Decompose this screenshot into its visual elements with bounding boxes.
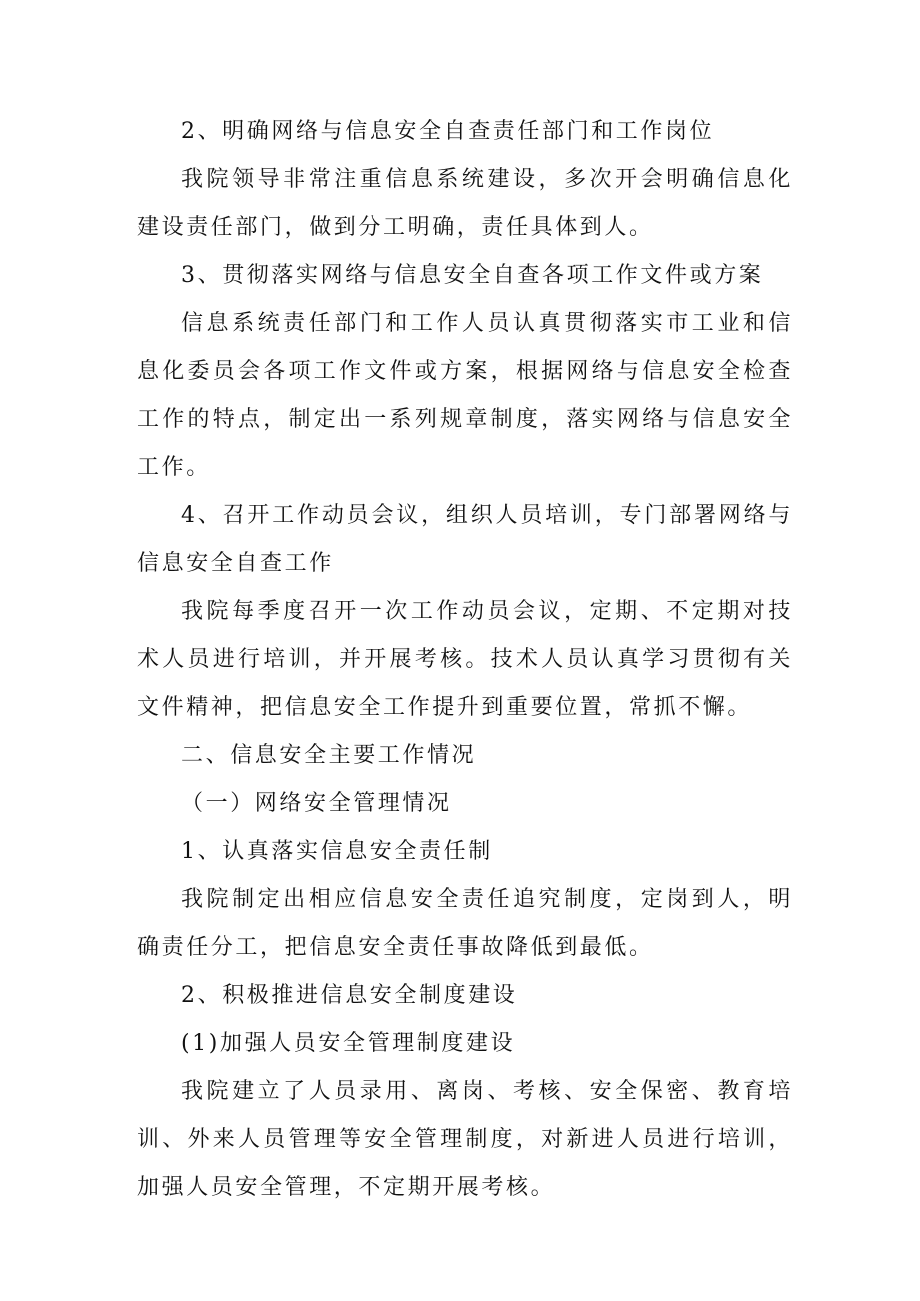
heading-implement-documents: 3、贯彻落实网络与信息安全自查各项工作文件或方案 [181,263,764,288]
subsection-heading-network-management: （一）网络安全管理情况 [181,791,452,816]
heading-responsibility-system: 1、认真落实信息安全责任制 [181,839,493,864]
heading-system-construction: 2、积极推进信息安全制度建设 [181,983,518,1008]
paragraph-personnel-rules: 我院建立了人员录用、离岗、考核、安全保密、教育培训、外来人员管理等安全管理制度，对新进人员进行培训，加强人员安全管理，不定期开展考核。 [137,1079,793,1200]
paragraph-implementation: 信息系统责任部门和工作人员认真贯彻落实市工业和信息化委员会各项工作文件或方案，根据网络与信息安全检查工作的特点，制定出一系列规章制度，落实网络与信息安全工作。 [137,311,793,480]
paragraph-quarterly-meeting: 我院每季度召开一次工作动员会议，定期、不定期对技术人员进行培训，并开展考核。技术人员认真学习贯彻有关文件精神，把信息安全工作提升到重要位置，常抓不懈。 [137,599,793,720]
paragraph-leadership: 我院领导非常注重信息系统建设，多次开会明确信息化建设责任部门，做到分工明确，责任具体到人。 [137,167,793,240]
heading-personnel-management: (1)加强人员安全管理制度建设 [181,1031,516,1056]
heading-responsibility-departments: 2、明确网络与信息安全自查责任部门和工作岗位 [181,119,715,144]
document-body [137,108,793,1212]
heading-mobilization-meeting: 4、召开工作动员会议，组织人员培训，专门部署网络与信息安全自查工作 [137,503,793,576]
paragraph-accountability: 我院制定出相应信息安全责任追究制度，定岗到人，明确责任分工，把信息安全责任事故降低到最低。 [137,887,793,960]
section-heading-main-work: 二、信息安全主要工作情况 [181,743,477,768]
